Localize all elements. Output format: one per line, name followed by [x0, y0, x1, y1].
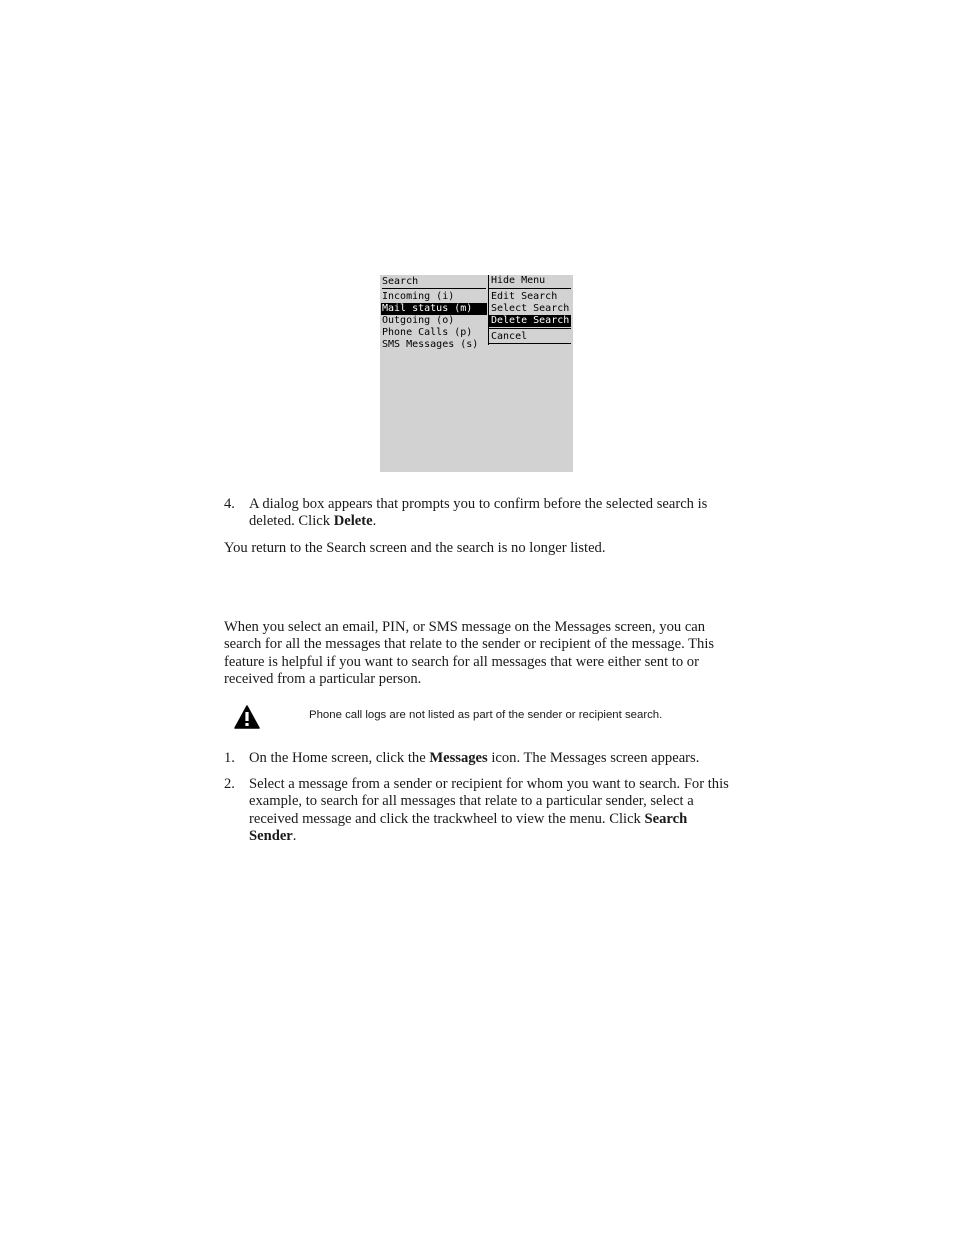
step-text-part: . [292, 828, 297, 845]
device-screen-title: Search [382, 276, 486, 289]
step-number: 1. [224, 750, 235, 766]
menu-divider [489, 328, 571, 329]
step-text [249, 776, 730, 846]
device-screenshot [380, 275, 573, 472]
search-list [381, 291, 487, 351]
step-text-part: Select a message from a sender or recipient for whom you want to search. For this example, to search for all messages that relate to a particular sender, select a received message and click the trackwheel to view the menu. Click [249, 776, 729, 827]
search-list-item-sms-messages[interactable]: SMS Messages (s) [382, 339, 479, 350]
step-text-part: icon. The Messages screen appears. [487, 750, 700, 766]
search-list-item-incoming[interactable]: Incoming (i) [382, 291, 455, 302]
step-bold-term: Search Sender [249, 810, 688, 845]
menu-item-hide-menu[interactable]: Hide Menu [491, 275, 546, 286]
menu-item-delete-search[interactable]: Delete Search [491, 315, 570, 326]
context-menu [488, 275, 571, 345]
warning-icon [234, 705, 260, 729]
menu-item-cancel[interactable]: Cancel [489, 331, 571, 344]
step-text [249, 496, 730, 531]
intro-paragraph: When you select an email, PIN, or SMS message on the Messages screen, you can search for all the messages that relate to the sender or recipient of the message. This feature is helpful if you want to search for all messages that were either sent to or received from a particular person. [224, 619, 715, 688]
step-bold-term: Messages [429, 750, 488, 766]
search-list-item-phone-calls[interactable]: Phone Calls (p) [382, 327, 473, 338]
menu-divider [489, 288, 571, 289]
search-list-item-outgoing[interactable]: Outgoing (o) [382, 315, 455, 326]
menu-item-select-search[interactable]: Select Search [491, 303, 570, 314]
step-text-part: . [372, 513, 377, 530]
step-text-part: A dialog box appears that prompts you to confirm before the selected search is deleted. Click [249, 496, 708, 530]
menu-item-edit-search[interactable]: Edit Search [491, 291, 558, 302]
step-number: 2. [224, 776, 235, 792]
step-bold-term: Delete [333, 513, 373, 530]
step-text [249, 750, 730, 767]
return-paragraph: You return to the Search screen and the search is no longer listed. [224, 540, 606, 556]
note-text: Phone call logs are not listed as part of the sender or recipient search. [309, 709, 663, 721]
step-number: 4. [224, 496, 235, 512]
search-list-item-mail-status[interactable]: Mail status (m) [381, 303, 487, 315]
step-text-part: On the Home screen, click the [249, 750, 430, 766]
